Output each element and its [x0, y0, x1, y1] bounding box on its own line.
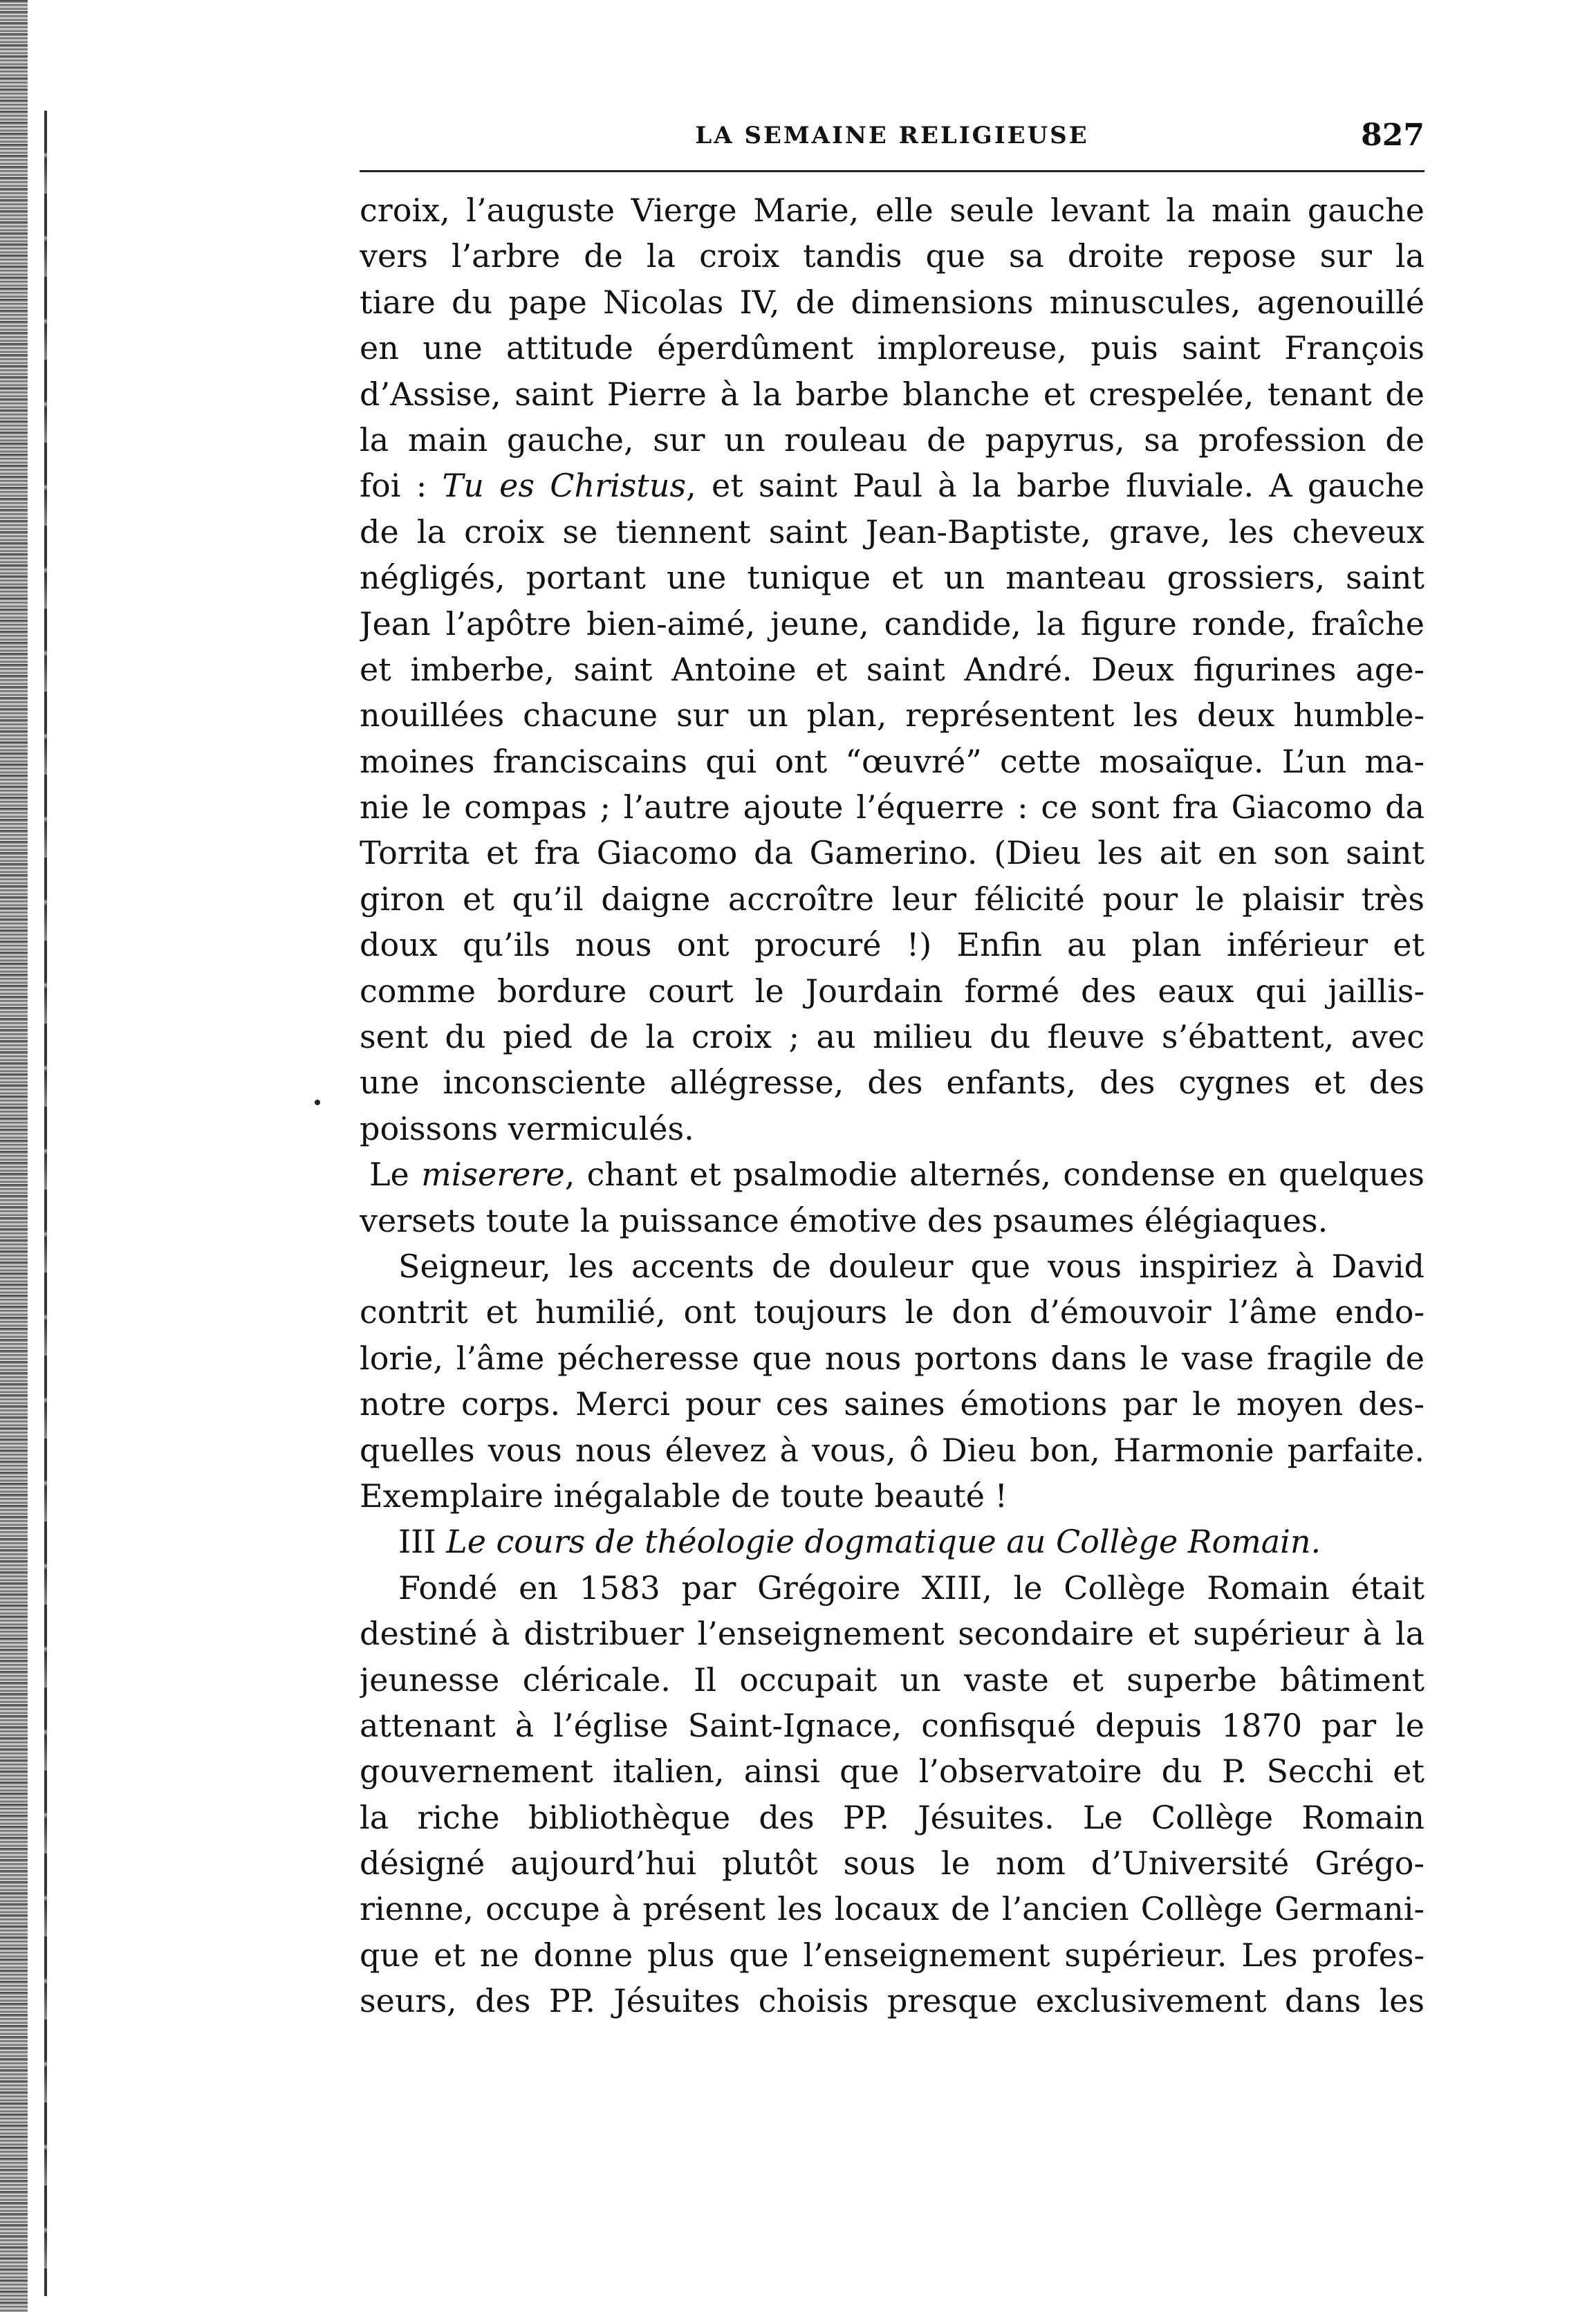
running-header — [360, 118, 1425, 166]
text-line: giron et qu’il daigne accroître leur félicité pour le plaisir très — [360, 880, 1425, 918]
page-body-text — [360, 187, 1425, 2024]
text-line: la main gauche, sur un rouleau de papyrus, sa profession de — [360, 420, 1425, 459]
text-line: rienne, occupe à présent les locaux de l’ancien Collège Germani- — [360, 1890, 1425, 1928]
text-segment: foi : — [360, 467, 443, 505]
text-line: Jean l’apôtre bien-aimé, jeune, candide, la figure ronde, fraîche — [360, 604, 1425, 642]
text-line: négligés, portant une tunique et un manteau grossiers, saint — [360, 559, 1425, 597]
text-line: d’Assise, saint Pierre à la barbe blanche et crespelée, tenant de — [360, 375, 1425, 413]
text-line: attenant à l’église Saint-Ignace, confisqué depuis 1870 par le — [360, 1706, 1425, 1744]
italic-phrase: Tu es Christus — [442, 467, 687, 505]
text-line: destiné à distribuer l’enseignement secondaire et supérieur à la — [360, 1615, 1425, 1653]
text-line: nouillées chacune sur un plan, représentent les deux humble- — [360, 696, 1425, 734]
page-number: 827 — [1361, 118, 1425, 153]
text-line: sent du pied de la croix ; au milieu du fleuve s’ébattent, avec — [360, 1018, 1425, 1056]
header-rule — [360, 170, 1425, 172]
text-line: Fondé en 1583 par Grégoire XIII, le Collège Romain était — [398, 1569, 1425, 1607]
text-line — [360, 1519, 1425, 1564]
italic-phrase: Le cours de théologie dogmatique au Collège Romain. — [446, 1523, 1321, 1561]
text-line: nie le compas ; l’autre ajoute l’équerre : ce sont fra Giacomo da — [360, 788, 1425, 826]
text-line: de la croix se tiennent saint Jean-Baptiste, grave, les cheveux — [360, 512, 1425, 551]
text-segment: , et saint Paul à la barbe fluviale. A gauche — [686, 467, 1425, 505]
text-line: lorie, l’âme pécheresse que nous portons dans le vase fragile de — [360, 1339, 1425, 1377]
text-line: gouvernement italien, ainsi que l’observatoire du P. Secchi et — [360, 1753, 1425, 1791]
text-line: doux qu’ils nous ont procuré !) Enfin au plan inférieur et — [360, 926, 1425, 964]
text-line: moines franciscains qui ont “œuvré” cette mosaïque. L’un ma- — [360, 742, 1425, 780]
text-line: et imberbe, saint Antoine et saint André. Deux figurines age- — [360, 650, 1425, 688]
text-line: que et ne donne plus que l’enseignement supérieur. Les profes- — [360, 1936, 1425, 1974]
text-line: Torrita et fra Giacomo da Gamerino. (Dieu les ait en son saint — [360, 834, 1425, 872]
text-line: notre corps. Merci pour ces saines émotions par le moyen des- — [360, 1385, 1425, 1423]
text-line: comme bordure court le Jourdain formé des eaux qui jaillis- — [360, 972, 1425, 1010]
text-line: quelles vous nous élevez à vous, ô Dieu bon, Harmonie parfaite. — [360, 1431, 1425, 1469]
text-segment: , chant et psalmodie alternés, condense en quelques — [564, 1156, 1425, 1194]
text-line: poissons vermiculés. — [360, 1109, 694, 1147]
text-line: jeunesse cléricale. Il occupait un vaste et superbe bâtiment — [360, 1661, 1425, 1699]
text-line — [360, 463, 1425, 508]
text-segment: III — [398, 1523, 447, 1561]
text-line: Exemplaire inégalable de toute beauté ! — [360, 1477, 1008, 1515]
text-segment: Le — [369, 1156, 422, 1194]
text-line: la riche bibliothèque des PP. Jésuites. Le Collège Romain — [360, 1798, 1425, 1836]
text-line: vers l’arbre de la croix tandis que sa droite repose sur la — [360, 237, 1425, 275]
text-line: une inconsciente allégresse, des enfants, des cygnes et des — [360, 1064, 1425, 1102]
italic-phrase: miserere — [421, 1156, 565, 1194]
scan-binding-edge — [0, 0, 28, 2312]
text-line: seurs, des PP. Jésuites choisis presque exclusivement dans les — [360, 1982, 1425, 2020]
text-line: en une attitude éperdûment imploreuse, puis saint François — [360, 329, 1425, 367]
text-line: versets toute la puissance émotive des psaumes élégiaques. — [360, 1201, 1328, 1239]
text-line: désigné aujourd’hui plutôt sous le nom d’Université Grégo- — [360, 1844, 1425, 1883]
ink-speck — [315, 1100, 320, 1105]
text-line: tiare du pape Nicolas IV, de dimensions minuscules, agenouillé — [360, 283, 1425, 321]
running-title: LA SEMAINE RELIGIEUSE — [695, 122, 1089, 149]
text-line: contrit et humilié, ont toujours le don d’émouvoir l’âme endo- — [360, 1293, 1425, 1331]
text-line — [360, 1152, 1425, 1197]
text-line: Seigneur, les accents de douleur que vous inspiriez à David — [398, 1247, 1425, 1285]
text-line: croix, l’auguste Vierge Marie, elle seule levant la main gauche — [360, 192, 1425, 229]
book-page — [360, 118, 1425, 2024]
scan-gutter-line — [44, 111, 47, 2296]
